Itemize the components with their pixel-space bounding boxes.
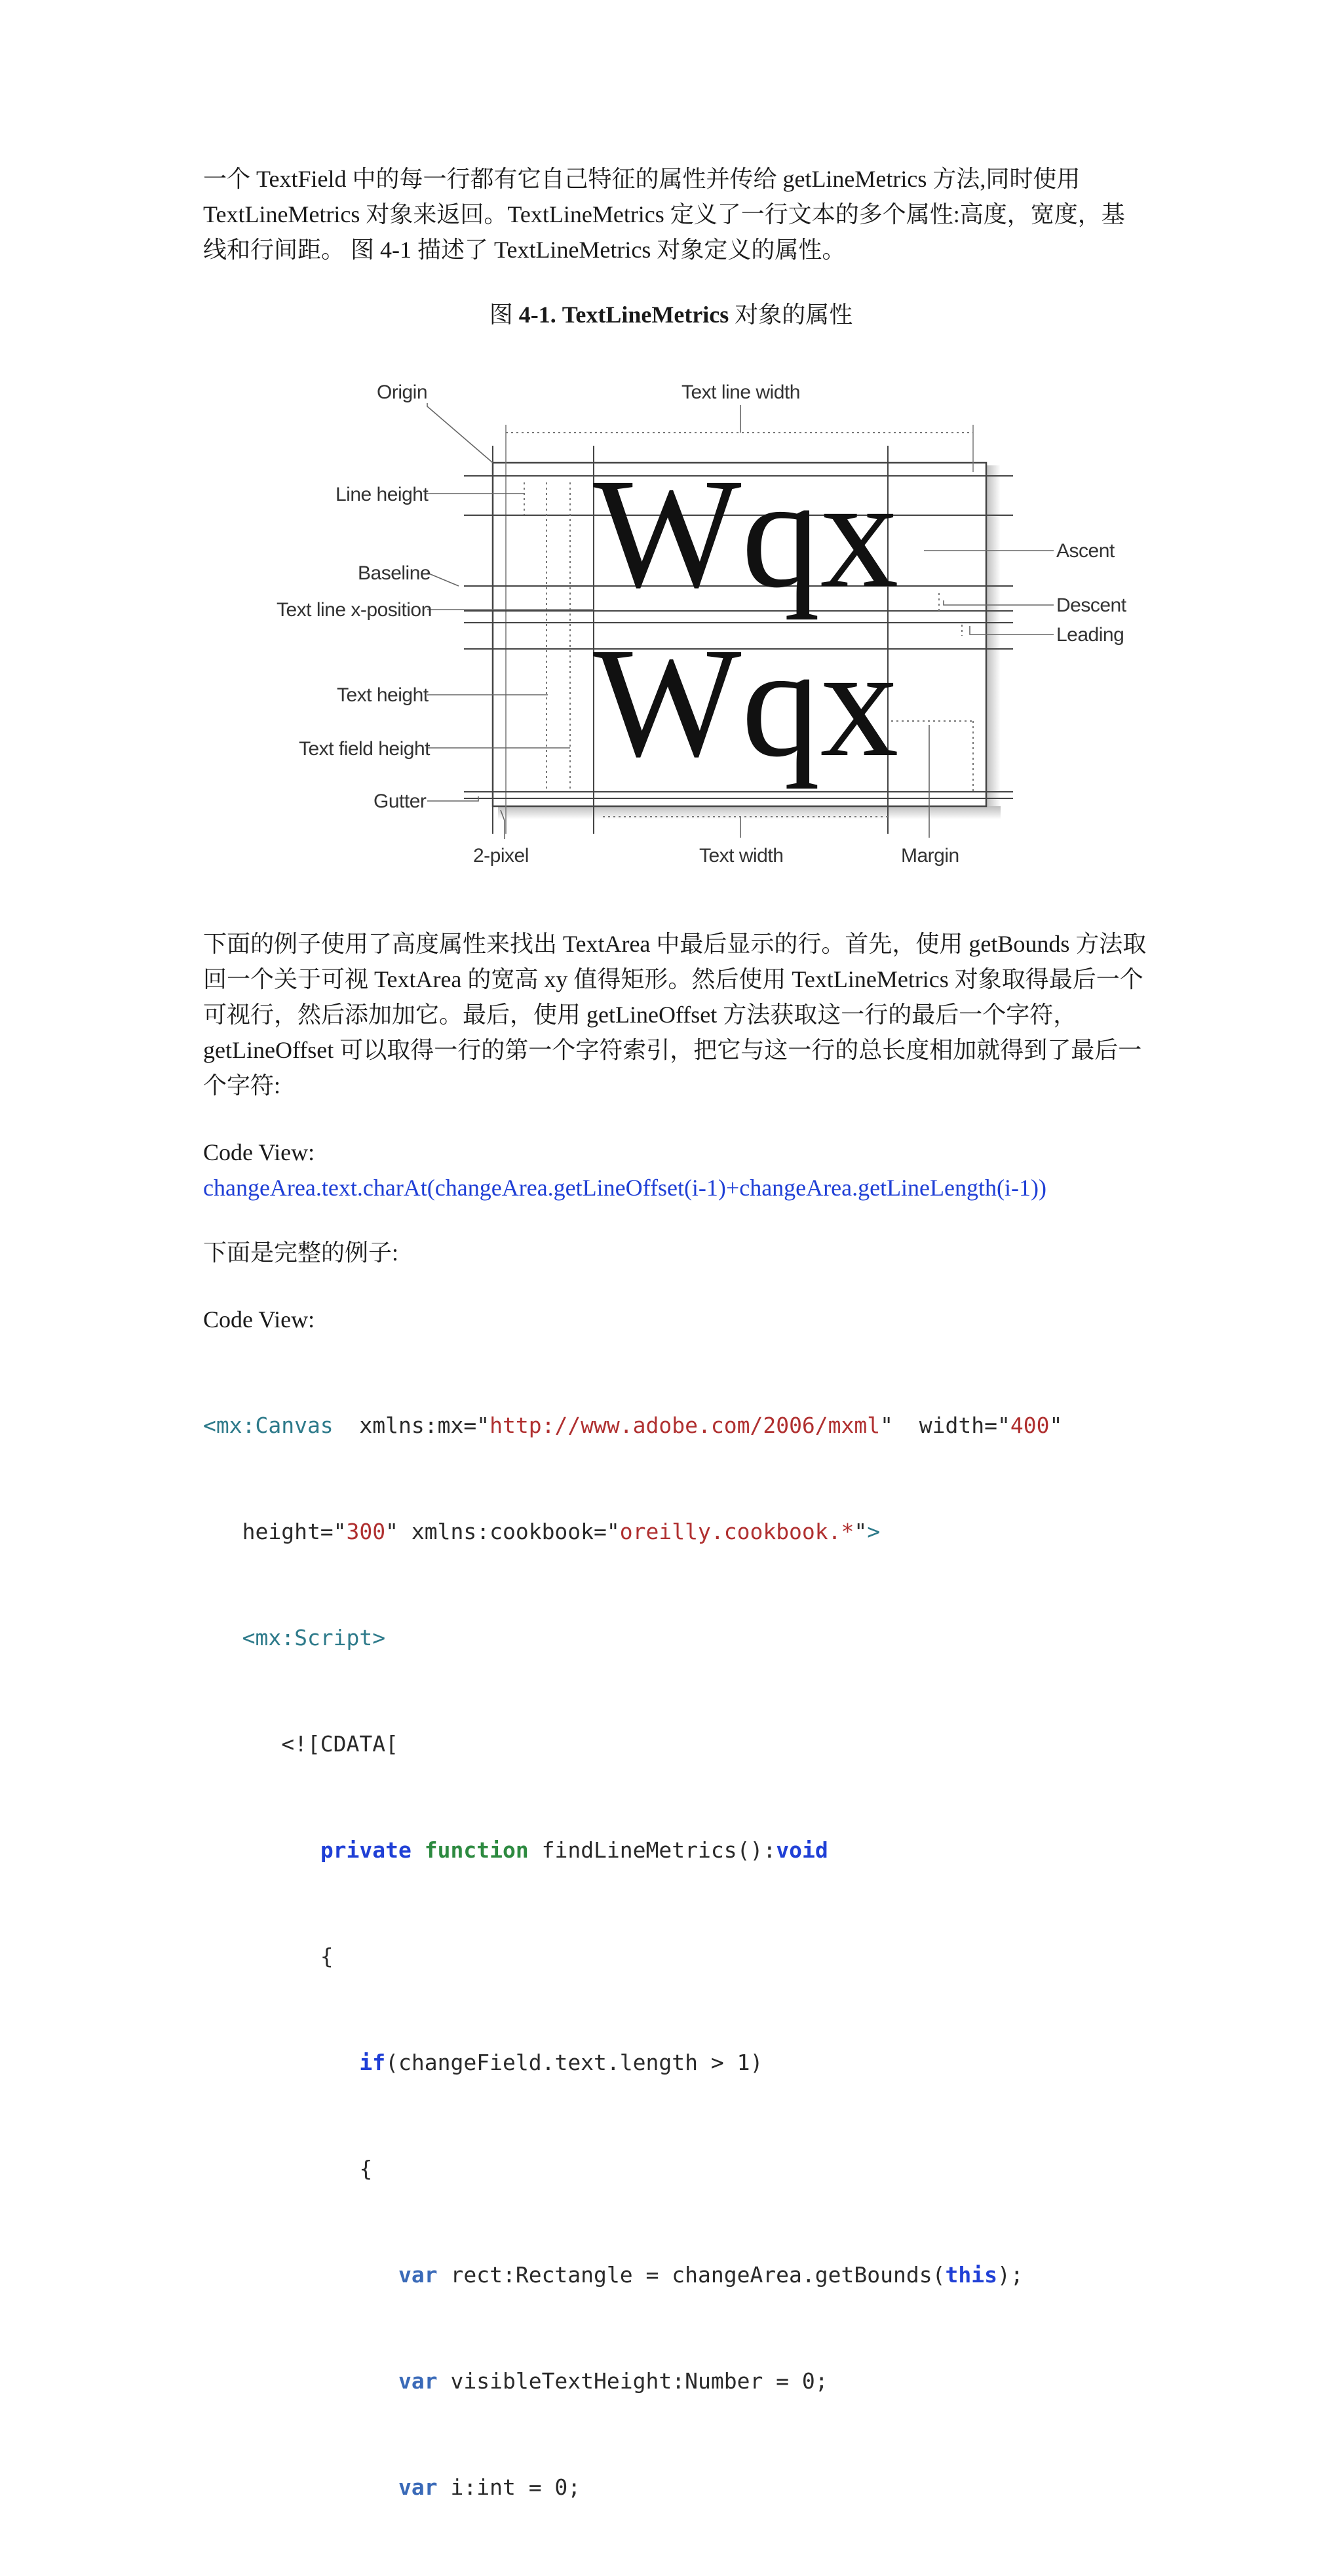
- figure-caption: [0, 297, 1342, 332]
- textlinemetrics-diagram: [262, 367, 1134, 891]
- code-view-label-2: Code View:: [203, 1306, 315, 1333]
- sample-text-line-2: Wqx: [593, 615, 899, 789]
- code-line-4: <![CDATA[: [203, 1731, 399, 1757]
- code-line-9: var rect:Rectangle = changeArea.getBounds(this);: [398, 2262, 1024, 2288]
- label-text-width: Text width: [699, 845, 784, 867]
- label-leading: Leading: [1056, 624, 1124, 646]
- code-snippet: changeArea.text.charAt(changeArea.getLineOffset(i-1)+changeArea.getLineLength(i-1)): [203, 1175, 1046, 1201]
- body-paragraph-text: 下面的例子使用了高度属性来找出 TextArea 中最后显示的行。首先，使用 getBounds 方法取回一个关于可视 TextArea 的宽高 xy 值得矩形。然后使用 TextLineMetrics 对象取得最后一个可视行，然后添加加它。最后，使用 getLineOffset 方法获取这一行的最后一个字符，getLineOffset 可以取得一行的第一个字符索引，把它与这一行的总长度相加就得到了最后一个字符:: [203, 931, 1147, 1099]
- figure-caption-number: 4-1. TextLineMetrics: [518, 302, 729, 328]
- label-margin: Margin: [901, 845, 959, 867]
- label-baseline: Baseline: [358, 562, 431, 584]
- label-two-pixel: 2-pixel: [473, 845, 529, 867]
- code-line-1: <mx:Canvas xmlns:mx="http://www.adobe.com/2006/mxml" width="400": [203, 1413, 1063, 1438]
- code-line-11: var i:int = 0;: [398, 2474, 581, 2500]
- code-block: [203, 1337, 1147, 2576]
- label-text-line-width: Text line width: [681, 381, 800, 403]
- code-line-8: {: [203, 2156, 373, 2181]
- code-line-2: height="300" xmlns:cookbook="oreilly.cookbook.*">: [203, 1519, 881, 1544]
- figure-caption-suffix: 对象的属性: [729, 302, 853, 328]
- label-text-line-x-position: Text line x-position: [277, 599, 432, 621]
- code-line-5: private function findLineMetrics():void: [320, 1837, 828, 1863]
- intro-paragraph: [203, 161, 1147, 267]
- code-line-6: {: [203, 1943, 334, 1969]
- label-gutter: Gutter: [374, 790, 427, 812]
- code-line-3: <mx:Script>: [203, 1625, 386, 1650]
- code-view-label-1: Code View:: [203, 1139, 315, 1165]
- field-shadow-bottom: [498, 806, 1001, 819]
- label-line-height: Line height: [336, 484, 429, 505]
- code-line-7: if(changeField.text.length > 1): [359, 2050, 763, 2075]
- label-descent: Descent: [1056, 595, 1126, 616]
- sample-text-line-1: Wqx: [593, 446, 899, 620]
- label-text-height: Text height: [337, 684, 429, 706]
- body-paragraph: [203, 926, 1147, 1103]
- field-shadow-right: [986, 465, 1001, 806]
- label-text-field-height: Text field height: [299, 738, 430, 760]
- label-ascent: Ascent: [1056, 540, 1115, 562]
- figure-caption-prefix: 图: [489, 302, 519, 328]
- full-example-label: 下面是完整的例子:: [203, 1239, 399, 1266]
- intro-paragraph-text: 一个 TextField 中的每一行都有它自己特征的属性并传给 getLineMetrics 方法,同时使用 TextLineMetrics 对象来返回。TextLineMetrics 定义了一行文本的多个属性:高度，宽度，基线和行间距。 图 4-1 描述了 TextLineMetrics 对象定义的属性。: [203, 166, 1125, 263]
- label-origin: Origin: [377, 381, 428, 403]
- code-line-10: var visibleTextHeight:Number = 0;: [398, 2368, 828, 2394]
